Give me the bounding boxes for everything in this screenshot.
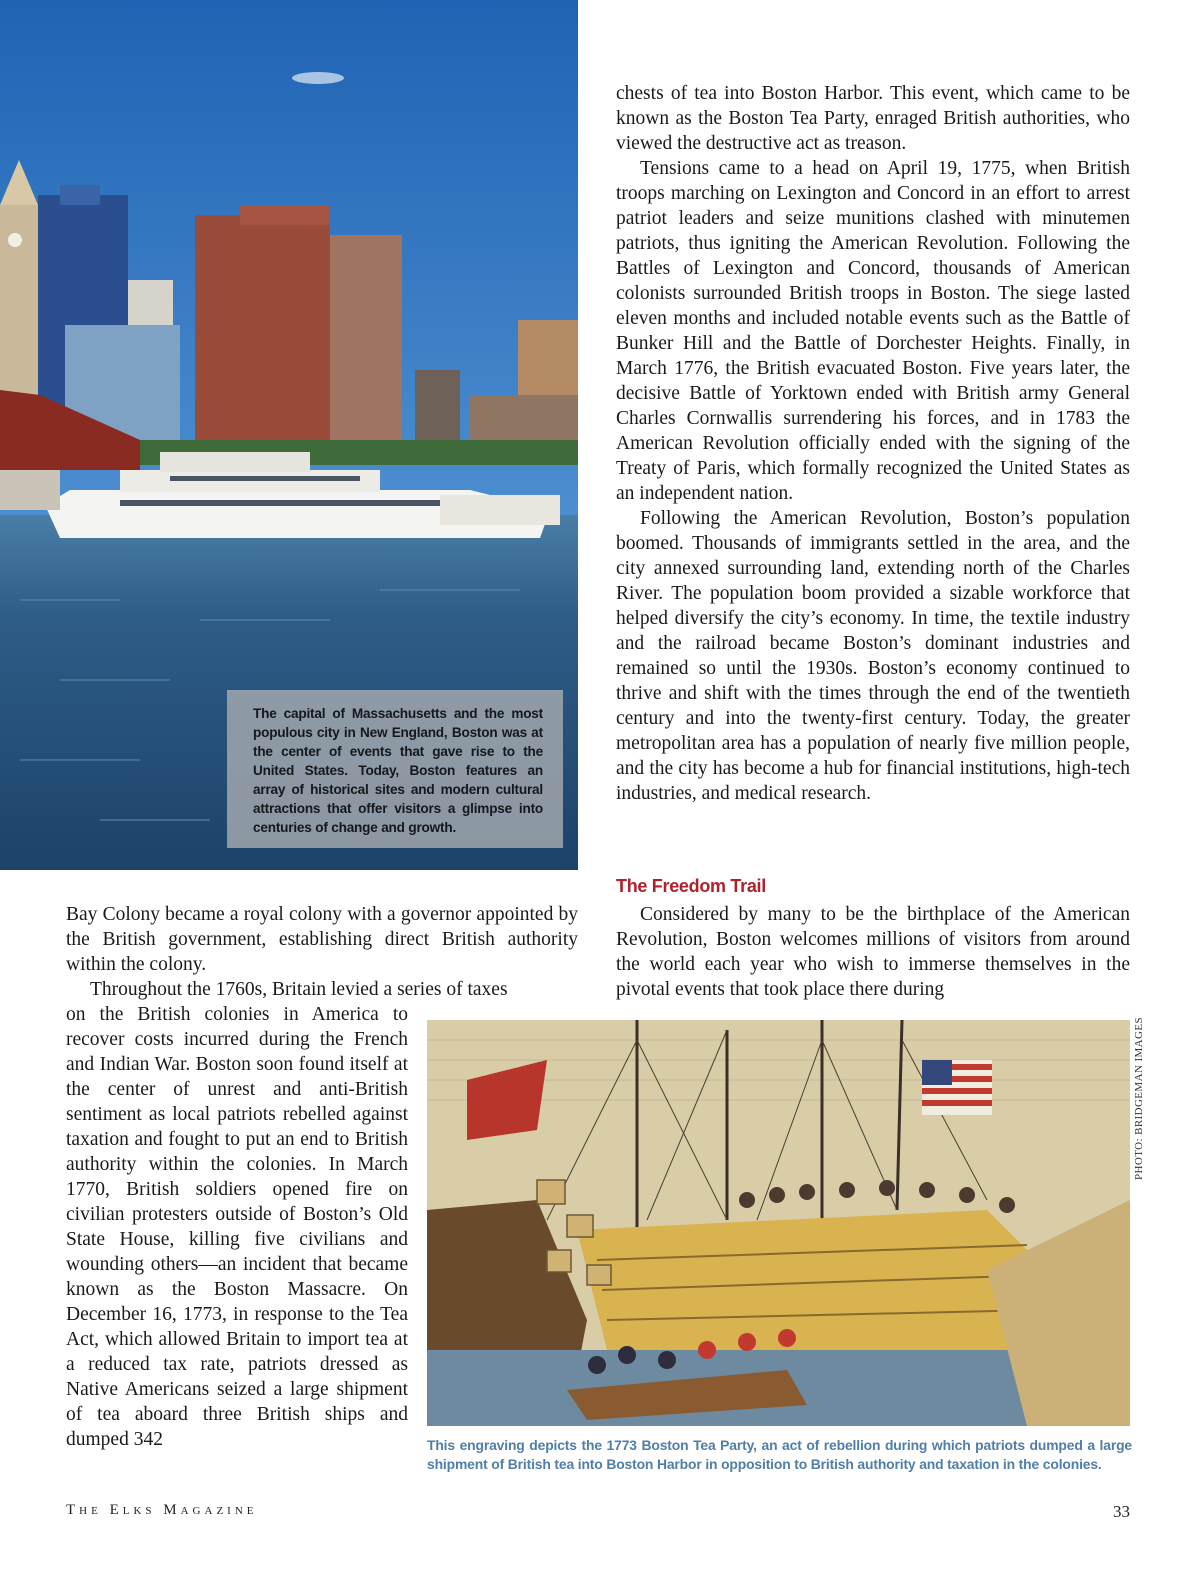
section-heading: The Freedom Trail (616, 876, 766, 896)
paragraph: Throughout the 1760s, Britain levied a series of taxes (90, 979, 508, 1000)
engraving-caption: This engraving depicts the 1773 Boston Tea Party, an act of rebellion during which patriots dumped a large shipment of British tea into Boston Harbor in opposition to British authority and taxation in the colonies. (427, 1437, 1132, 1472)
photo-credit-text: PHOTO: BRIDGEMAN IMAGES (1133, 1016, 1145, 1180)
page-number: 33 (1113, 1502, 1130, 1521)
engraving-illustration (427, 1020, 1130, 1426)
paragraph: Following the American Revolution, Boston’s population boomed. Thousands of immigrants settled in the area, and the city annexed surrounding land, extending north of the Charles River. The population boom provided a sizable workforce that helped diversify the city’s economy. In time, the textile industry and the railroad became Boston’s dominant industries and remained so until the 1930s. Boston’s economy continued to thrive and shift with the times through the end of the twentieth century and into the twenty-first century. Today, the greater metropolitan area has a population of nearly five million people, and the city has become a hub for financial institutions, high-tech industries, and medical research. (616, 508, 1130, 804)
paragraph: Bay Colony became a royal colony with a governor appointed by the British government, establishing direct British authority within the colony. (66, 904, 578, 975)
photo-caption-box (227, 690, 563, 848)
paragraph: Tensions came to a head on April 19, 1775, when British troops marching on Lexington and Concord in an effort to arrest patriot leaders and seize munitions clashed with minutemen patriots, thus igniting the American Revolution. Following the Battles of Lexington and Concord, thousands of American colonists surrounded British troops in Boston. The siege lasted eleven months and included notable events such as the Battle of Bunker Hill and the Battle of Dorchester Heights. Finally, in March 1776, the British evacuated Boston. Five years later, the decisive Battle of Yorktown ended with British army General Charles Cornwallis surrendering his forces, and in 1783 the American Revolution officially ended with the signing of the Treaty of Paris, which formally recognized the United States as an independent nation. (616, 158, 1130, 504)
magazine-name: The Elks Magazine (66, 1502, 258, 1518)
paragraph: Considered by many to be the birthplace of the American Revolution, Boston welcomes millions of visitors from around the world each year who wish to immerse themselves in the pivotal events that took place there during (616, 904, 1130, 1000)
photo-caption: The capital of Massachusetts and the most populous city in New England, Boston was at the center of events that gave rise to the United States. Today, Boston features an array of historical sites and modern cultural attractions that offer visitors a glimpse into centuries of change and growth. (253, 706, 543, 835)
right-column-top (616, 81, 1130, 806)
photo-credit (1133, 1016, 1151, 1180)
left-column-full-width (66, 902, 578, 1002)
left-column-narrow (66, 1002, 408, 1452)
paragraph: on the British colonies in America to recover costs incurred during the French and Indian War. Boston soon found itself at the center of unrest and anti-British sentiment as local patriots rebelled against taxation and fought to put an end to British authority within the colonies. In March 1770, British soldiers opened fire on civilian protesters outside of Boston’s Old State House, killing five civilians and wounding others—an incident that became known as the Boston Massacre. On December 16, 1773, in response to the Tea Act, which allowed Britain to import tea at a reduced tax rate, patriots dressed as Native Americans seized a large shipment of tea aboard three British ships and dumped 342 (66, 1004, 408, 1450)
paragraph: chests of tea into Boston Harbor. This event, which came to be known as the Boston Tea Party, enraged British authorities, who viewed the destructive act as treason. (616, 83, 1130, 154)
boston-tea-party-engraving (427, 1020, 1130, 1426)
boston-skyline-photo (0, 0, 578, 870)
right-column-freedom-trail (616, 902, 1130, 1002)
